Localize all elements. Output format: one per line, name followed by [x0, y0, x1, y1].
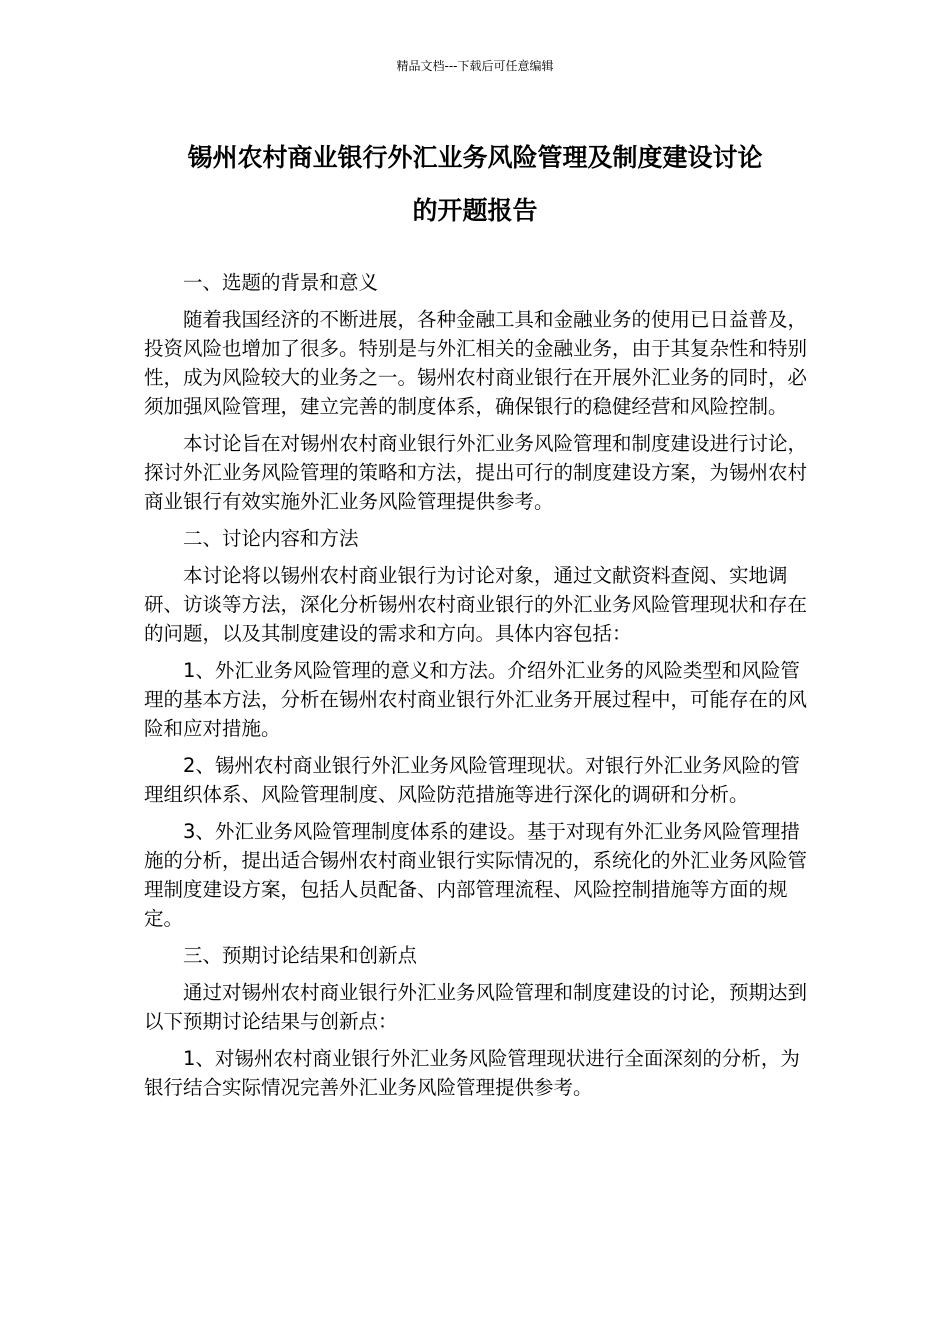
document-title-line-1: 锡州农村商业银行外汇业务风险管理及制度建设讨论 — [187, 143, 763, 172]
document-title-line-2: 的开题报告 — [412, 196, 538, 225]
expected-item-1: 1、对锡州农村商业银行外汇业务风险管理现状进行全面深刻的分析，为银行结合实际情况完善外汇业务风险管理提供参考。 — [144, 1047, 800, 1099]
document-body — [144, 268, 810, 1110]
list-item-3: 3、外汇业务风险管理制度体系的建设。基于对现有外汇业务风险管理措施的分析，提出适合锡州农村商业银行实际情况的，系统化的外汇业务风险管理制度建设方案，包括人员配备、内部管理流程、风险控制措施等方面的规定。 — [144, 820, 808, 930]
section-heading-expected-results: 三、预期讨论结果和创新点 — [183, 944, 418, 967]
section-heading-background: 一、选题的背景和意义 — [183, 271, 379, 294]
list-item-1: 1、外汇业务风险管理的意义和方法。介绍外汇业务的风险类型和风险管理的基本方法，分析在锡州农村商业银行外汇业务开展过程中，可能存在的风险和应对措施。 — [144, 659, 808, 740]
paragraph-background: 随着我国经济的不断进展，各种金融工具和金融业务的使用已日益普及，投资风险也增加了很多。特别是与外汇相关的金融业务，由于其复杂性和特别性，成为风险较大的业务之一。锡州农村商业银行在开展外汇业务的同时，必须加强风险管理，建立完善的制度体系，确保银行的稳健经营和风险控制。 — [144, 308, 808, 418]
paragraph-expected: 通过对锡州农村商业银行外汇业务风险管理和制度建设的讨论，预期达到以下预期讨论结果与创新点： — [144, 981, 808, 1033]
list-item-2: 2、锡州农村商业银行外汇业务风险管理现状。对银行外汇业务风险的管理组织体系、风险管理制度、风险防范措施等进行深化的调研和分析。 — [144, 754, 800, 806]
section-heading-content-method: 二、讨论内容和方法 — [183, 527, 359, 550]
header-note: 精品文档---下载后可任意编辑 — [396, 59, 554, 73]
paragraph-purpose: 本讨论旨在对锡州农村商业银行外汇业务风险管理和制度建设进行讨论，探讨外汇业务风险管理的策略和方法，提出可行的制度建设方案，为锡州农村商业银行有效实施外汇业务风险管理提供参考。 — [144, 432, 808, 513]
paragraph-method: 本讨论将以锡州农村商业银行为讨论对象，通过文献资料查阅、实地调研、访谈等方法，深化分析锡州农村商业银行的外汇业务风险管理现状和存在的问题，以及其制度建设的需求和方向。具体内容包括： — [144, 564, 808, 645]
